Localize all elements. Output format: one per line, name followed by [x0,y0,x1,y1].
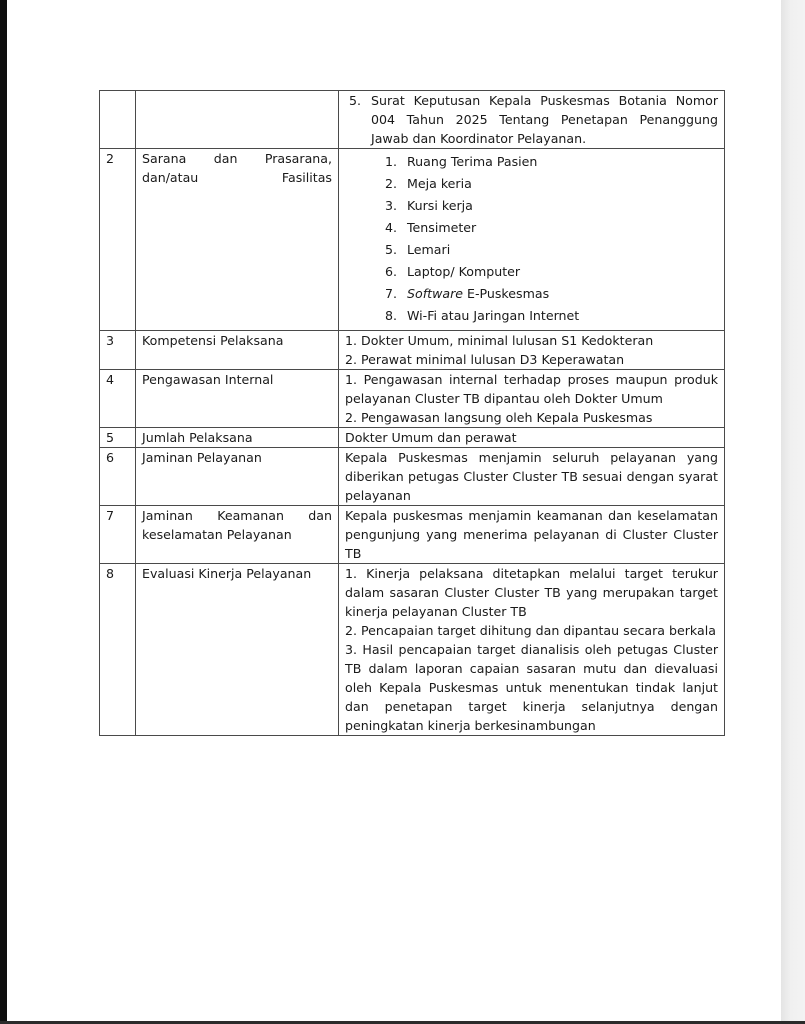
list-item [385,217,718,239]
service-standard-table [99,90,725,736]
table-row [100,428,725,448]
list-item-number: 3. [385,198,398,213]
list-item-text: Kursi kerja [407,198,473,213]
row-number: 2 [100,149,136,331]
description-line: Dokter Umum dan perawat [345,430,517,445]
list-item [385,151,718,173]
description-line: 3. Hasil pencapaian target dianalisis oleh petugas Cluster TB dalam laporan capaian sasaran mutu dan dievaluasi oleh Kepala Puskesmas untuk menentukan tindak lanjut dan penetapan target kinerja selanjutnya dengan peningkatan kinerja berkesinambungan [345,642,718,733]
description-line: 2. Pencapaian target dihitung dan dipantau secara berkala [345,623,716,638]
list-item-italic-text: Software [407,286,464,301]
list-item [385,305,718,327]
list-item-number: 2. [385,176,398,191]
description-line: 2. Pengawasan langsung oleh Kepala Puskesmas [345,410,653,425]
list-item-number: 5. [385,242,398,257]
row-component: Sarana dan Prasarana, dan/atau Fasilitas [136,149,339,331]
row-number: 8 [100,564,136,736]
row-component [136,91,339,149]
row-component: Pengawasan Internal [136,370,339,428]
description-line: Kepala Puskesmas menjamin seluruh pelayanan yang diberikan petugas Cluster Cluster TB sesuai dengan syarat pelayanan [345,450,718,503]
list-item-text: Meja keria [407,176,472,191]
row-number: 4 [100,370,136,428]
table-row [100,149,725,331]
table-row [100,91,725,149]
list-item-number: 1. [385,154,398,169]
row-number [100,91,136,149]
list-item-text: Tensimeter [407,220,477,235]
row-description [339,506,725,564]
description-line: Kepala puskesmas menjamin keamanan dan keselamatan pengunjung yang menerima pelayanan di Cluster Cluster TB [345,508,718,561]
row-component: Jaminan Pelayanan [136,448,339,506]
photo-right-edge [781,0,805,1024]
row-component: Evaluasi Kinerja Pelayanan [136,564,339,736]
description-line: 1. Kinerja pelaksana ditetapkan melalui target terukur dalam sasaran Cluster Cluster TB yang merupakan target kinerja pelayanan Cluster TB [345,566,718,619]
row-description [339,331,725,370]
list-item-number: 6. [385,264,398,279]
row-component: Kompetensi Pelaksana [136,331,339,370]
row-description [339,428,725,448]
row-description [339,149,725,331]
list-item-text: Laptop/ Komputer [407,264,521,279]
table-row [100,506,725,564]
table-row [100,370,725,428]
table-row [100,331,725,370]
row-number: 5 [100,428,136,448]
list-item-text: Surat Keputusan Kepala Puskesmas Botania Nomor 004 Tahun 2025 Tentang Penetapan Penanggung Jawab dan Koordinator Pelayanan. [371,93,718,146]
list-item [349,91,718,148]
list-item [385,195,718,217]
list-item [385,261,718,283]
photo-left-edge [0,0,7,1024]
list-item [385,283,718,305]
list-item [385,173,718,195]
description-line: 1. Pengawasan internal terhadap proses maupun produk pelayanan Cluster TB dipantau oleh Dokter Umum [345,372,718,406]
row-number: 7 [100,506,136,564]
list-item-number: 8. [385,308,398,323]
row-number: 3 [100,331,136,370]
list-item-text: E-Puskesmas [463,286,550,301]
list-item-text: Wi-Fi atau Jaringan Internet [407,308,580,323]
table-row [100,448,725,506]
row-description [339,370,725,428]
description-line: 2. Perawat minimal lulusan D3 Keperawatan [345,352,625,367]
list-item [385,239,718,261]
list-item-number: 4. [385,220,398,235]
list-item-number: 7. [385,286,398,301]
row-description [339,91,725,149]
table-row [100,564,725,736]
list-item-text: Lemari [407,242,451,257]
list-item-text: Ruang Terima Pasien [407,154,538,169]
facilities-list [385,151,718,327]
row-number: 6 [100,448,136,506]
row-description [339,448,725,506]
row-component: Jaminan Keamanan dan keselamatan Pelayanan [136,506,339,564]
description-line: 1. Dokter Umum, minimal lulusan S1 Kedokteran [345,333,654,348]
list-item-number: 5. [349,93,362,108]
row-component: Jumlah Pelaksana [136,428,339,448]
row-description [339,564,725,736]
